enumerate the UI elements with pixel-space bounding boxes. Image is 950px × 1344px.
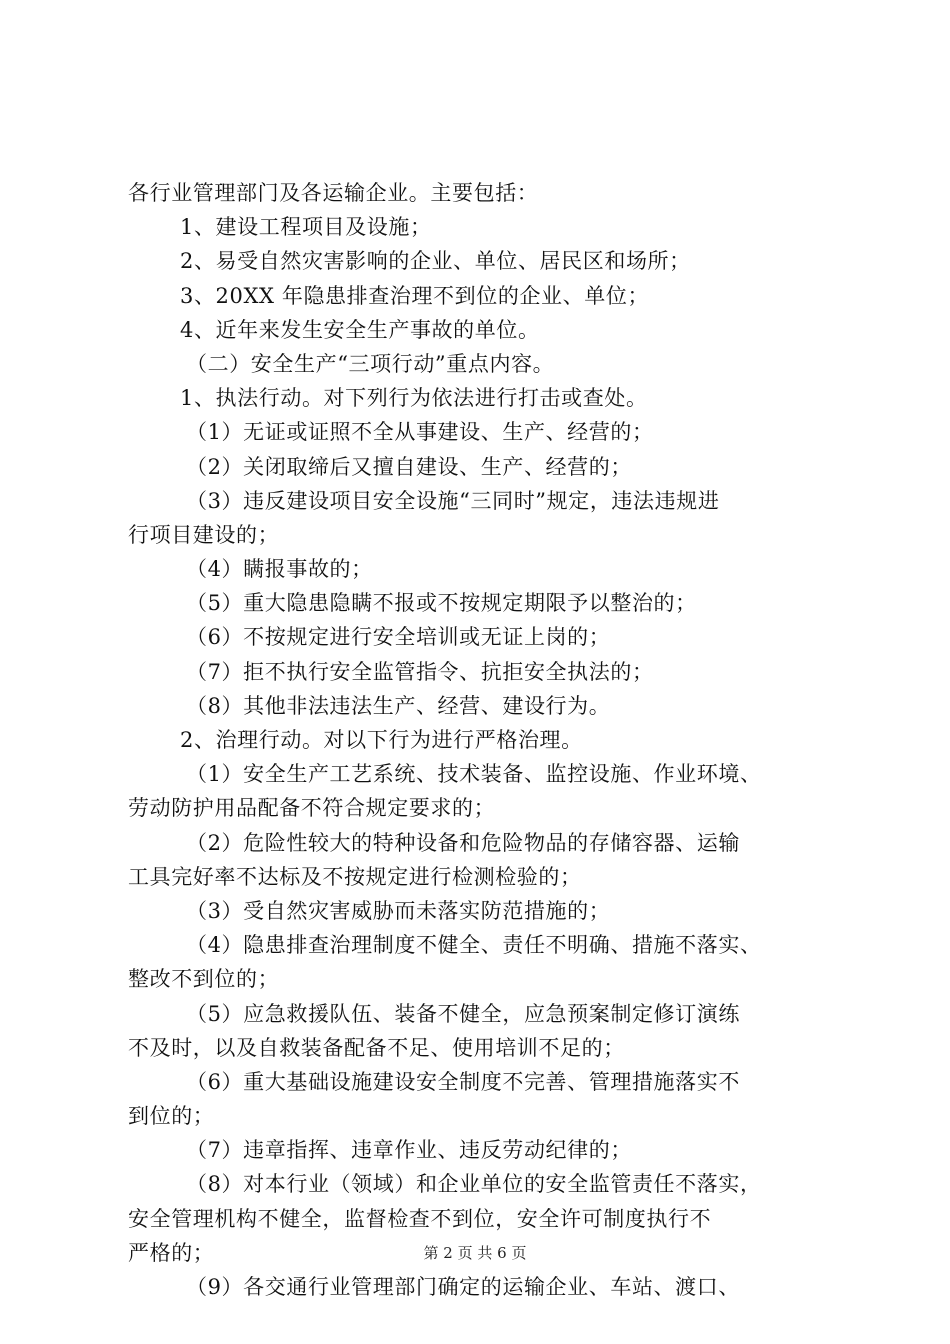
text-line: （1）安全生产工艺系统、技术装备、监控设施、作业环境、 [186,762,762,787]
text-line: （8）其他非法违法生产、经营、建设行为。 [186,693,611,718]
text-line: 1、执法行动。对下列行为依法进行打击或查处。 [180,386,648,411]
text-line: 严格的； [128,1240,215,1265]
text-line: 3、20XX 年隐患排查治理不到位的企业、单位； [180,283,650,308]
text-line: 1、建设工程项目及设施； [180,215,432,240]
text-line: （7）拒不执行安全监管指令、抗拒安全执法的； [186,659,654,684]
document-body [128,176,828,1304]
text-line: （二）安全生产“三项行动”重点内容。 [186,351,555,376]
text-line: 2、易受自然灾害影响的企业、单位、居民区和场所； [180,249,691,274]
text-line: 各行业管理部门及各运输企业。主要包括： [128,181,539,205]
text-line: 2、治理行动。对以下行为进行严格治理。 [180,728,583,752]
text-line: （3）受自然灾害威胁而未落实防范措施的； [186,898,611,923]
text-line: 安全管理机构不健全，监督检查不到位，安全许可制度执行不 [128,1206,712,1231]
text-line: 整改不到位的； [128,967,280,992]
text-line: （2）危险性较大的特种设备和危险物品的存储容器、运输 [186,830,740,855]
text-line: （1）无证或证照不全从事建设、生产、经营的； [186,420,654,445]
text-line: （6）不按规定进行安全培训或无证上岗的； [186,625,611,650]
text-line: （6）重大基础设施建设安全制度不完善、管理措施落实不 [186,1069,740,1094]
text-line: （9）各交通行业管理部门确定的运输企业、车站、渡口、 [186,1275,740,1299]
page-footer: 第 2 页 共 6 页 [423,1244,527,1262]
text-line: （4）瞒报事故的； [186,557,373,582]
text-line: （2）关闭取缔后又擅自建设、生产、经营的； [186,454,632,479]
text-line: （4）隐患排查治理制度不健全、责任不明确、措施不落实、 [186,933,762,958]
text-line: 4、近年来发生安全生产事故的单位。 [180,317,540,342]
text-line: （8）对本行业（领域）和企业单位的安全监管责任不落实， [186,1172,762,1197]
text-line: 不及时，以及自救装备配备不足、使用培训不足的； [128,1035,625,1060]
text-line: 行项目建设的； [128,522,280,547]
text-line: （7）违章指挥、违章作业、违反劳动纪律的； [186,1138,632,1163]
text-line: （5）重大隐患隐瞒不报或不按规定期限予以整治的； [186,591,697,616]
text-line: 劳动防护用品配备不符合规定要求的； [128,796,496,821]
text-line: （3）违反建设项目安全设施“三同时”规定，违法违规进 [186,488,720,513]
text-line: 到位的； [128,1104,215,1129]
text-line: （5）应急救援队伍、装备不健全，应急预案制定修订演练 [186,1001,740,1026]
text-line: 工具完好率不达标及不按规定进行检测检验的； [128,864,582,889]
